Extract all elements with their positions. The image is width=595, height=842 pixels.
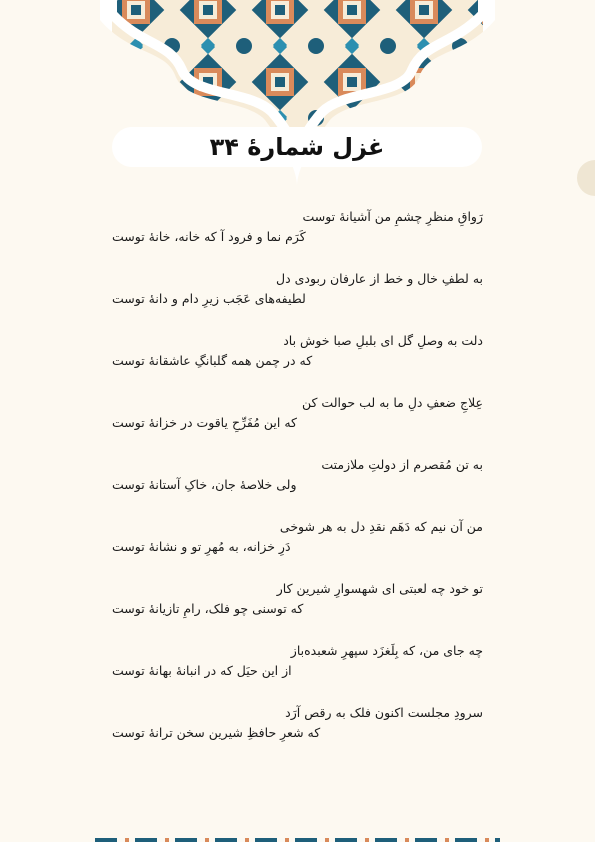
poem-body xyxy=(112,207,483,765)
hemistich-first: به تن مُقصرم از دولتِ ملازمتت xyxy=(321,457,483,472)
hemistich-second: لطیفه‌های عَجَب زیرِ دام و دانهٔ توست xyxy=(112,291,306,306)
couplet xyxy=(112,393,483,455)
poem-title: غزل شمارهٔ ۳۴ xyxy=(209,133,385,161)
hemistich-first: من آن نیم که دَهَم نقدِ دل به هر شوخی xyxy=(279,519,483,534)
footer-tile-border xyxy=(95,838,500,842)
hemistich-first: عِلاجِ ضعفِ دلِ ما به لب حوالت کن xyxy=(301,395,483,410)
couplet xyxy=(112,517,483,579)
hemistich-first: سرودِ مجلست اکنون فلک به رقص آرَد xyxy=(285,705,483,720)
couplet xyxy=(112,269,483,331)
couplet xyxy=(112,331,483,393)
couplet xyxy=(112,207,483,269)
couplet xyxy=(112,703,483,765)
couplet xyxy=(112,579,483,641)
hemistich-second: کَرَم نما و فرود آ که خانه، خانهٔ توست xyxy=(112,229,306,244)
hemistich-first: دلت به وصلِ گل ای بلبلِ صبا خوش باد xyxy=(283,333,483,348)
hemistich-first: به لطفِ خال و خط از عارفان ربودی دل xyxy=(276,271,483,286)
hemistich-second: که توسنی چو فلک، رامِ تازیانهٔ توست xyxy=(112,601,304,616)
hemistich-second: که شعرِ حافظِ شیرین سخن ترانهٔ توست xyxy=(112,725,321,740)
side-ornament xyxy=(577,160,595,196)
hemistich-second: که این مُفَرِّحِ یاقوت در خزانهٔ توست xyxy=(112,415,297,430)
hemistich-first: تو خود چه لعبتی ای شهسوارِ شیرین کار xyxy=(276,581,483,596)
couplet xyxy=(112,641,483,703)
hemistich-second: از این حیَل که در انبانهٔ بهانهٔ توست xyxy=(112,663,292,678)
hemistich-second: که در چمن همه گلبانگِ عاشقانهٔ توست xyxy=(112,353,313,368)
hemistich-second: ولی خلاصهٔ جان، خاکِ آستانهٔ توست xyxy=(112,477,297,492)
couplet xyxy=(112,455,483,517)
hemistich-second: دَرِ خزانه، به مُهرِ تو و نشانهٔ توست xyxy=(112,539,291,554)
hemistich-first: رَواقِ منظرِ چشمِ من آشیانهٔ توست xyxy=(302,209,483,224)
hemistich-first: چه جای من، که بِلَغزَد سپهرِ شعبده‌باز xyxy=(290,643,483,658)
